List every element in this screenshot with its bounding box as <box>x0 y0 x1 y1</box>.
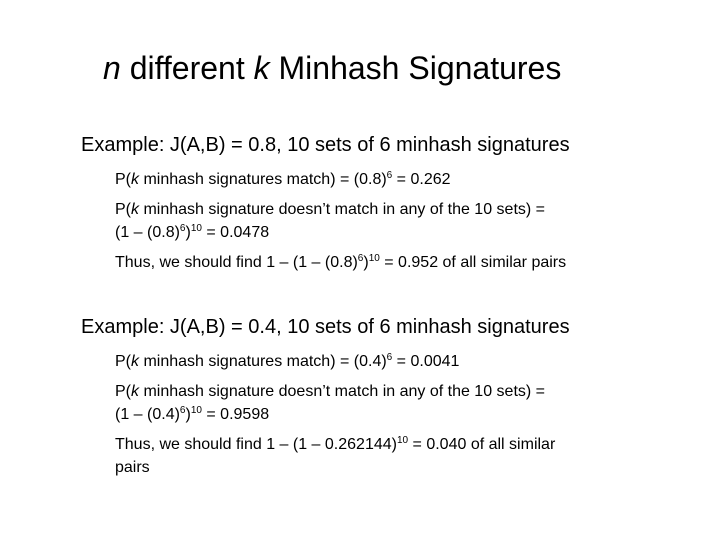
example2-line1-k: k <box>131 353 139 370</box>
title-text-mid: different <box>120 50 254 86</box>
example2-line1-exp: 6 <box>386 352 393 363</box>
example2-line1 <box>115 353 459 371</box>
example1-line4 <box>115 254 566 272</box>
title-var-n: n <box>103 50 121 86</box>
example1-line3-b: ) <box>185 224 191 241</box>
example1-line2-k: k <box>131 201 139 218</box>
example1-line1 <box>115 171 451 189</box>
example1-line3-c: = 0.0478 <box>201 224 270 241</box>
example2-line2-b: minhash signature doesn’t match in any of the 10 sets) = <box>139 383 546 400</box>
example1-line1-b: minhash signatures match) = (0.8) <box>139 171 387 188</box>
example1-line3 <box>115 224 269 242</box>
example2-line5: pairs <box>115 459 150 476</box>
example1-line4-a: Thus, we should find 1 – (1 – (0.8) <box>115 254 358 271</box>
example1-line3-a: (1 – (0.8) <box>115 224 180 241</box>
example2-line2 <box>115 383 545 401</box>
example2-line1-b: minhash signatures match) = (0.4) <box>139 353 387 370</box>
example1-line2-a: P( <box>115 201 131 218</box>
title-var-k: k <box>253 50 270 86</box>
example2-line2-a: P( <box>115 383 131 400</box>
example1-line2-b: minhash signature doesn’t match in any of the 10 sets) = <box>139 201 546 218</box>
example1-line3-exp1: 6 <box>179 223 186 234</box>
example2-line3-c: = 0.9598 <box>201 406 270 423</box>
example2-line3-exp1: 6 <box>179 405 186 416</box>
example2-line3 <box>115 406 269 424</box>
example2-line3-a: (1 – (0.4) <box>115 406 180 423</box>
example2-line4-c: = 0.040 of all similar <box>408 436 556 453</box>
example2-line2-k: k <box>131 383 139 400</box>
example1-line3-exp2: 10 <box>190 223 202 234</box>
example1-line4-exp1: 6 <box>357 253 364 264</box>
title-text-rest: Minhash Signatures <box>269 50 562 86</box>
example1-line4-exp2: 10 <box>368 253 380 264</box>
example2-line4-a: Thus, we should find 1 – (1 – 0.262144) <box>115 436 397 453</box>
example2-line3-b: ) <box>185 406 191 423</box>
example1-line2 <box>115 201 545 219</box>
example2-line4-exp: 10 <box>396 435 409 446</box>
example1-line1-k: k <box>131 171 139 188</box>
example2-line1-a: P( <box>115 353 131 370</box>
example1-line1-c: = 0.262 <box>392 171 451 188</box>
example1-heading: Example: J(A,B) = 0.8, 10 sets of 6 minhash signatures <box>81 134 570 156</box>
example1-line4-b: ) <box>363 254 369 271</box>
example2-line3-exp2: 10 <box>190 405 202 416</box>
example2-line4 <box>115 436 555 454</box>
example1-line1-exp: 6 <box>386 170 393 181</box>
example2-heading: Example: J(A,B) = 0.4, 10 sets of 6 minhash signatures <box>81 316 570 338</box>
slide-title <box>103 50 561 87</box>
example1-line1-a: P( <box>115 171 131 188</box>
example1-line4-c: = 0.952 of all similar pairs <box>379 254 567 271</box>
example2-line1-c: = 0.0041 <box>392 353 460 370</box>
